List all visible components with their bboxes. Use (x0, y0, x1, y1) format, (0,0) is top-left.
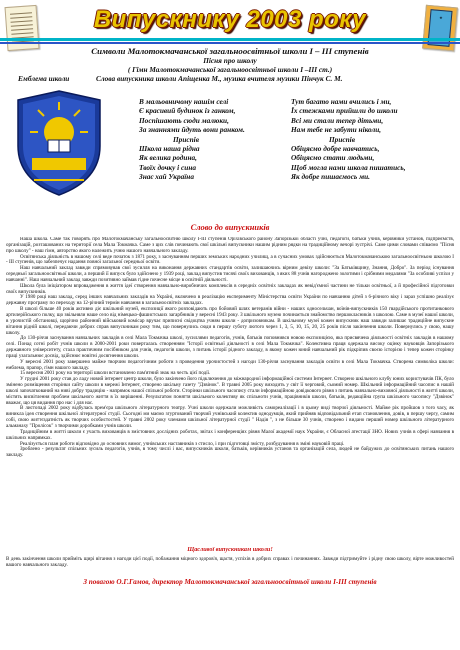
verse-line: В мальовничому нашім селі (139, 97, 229, 106)
verse-line: Їх стежками прийшли до школи (291, 106, 398, 116)
verse-line: Є красивий будинок із ганком, (139, 106, 236, 116)
banner-title: Випускнику 2003 року (93, 6, 367, 33)
verse-line: Школа наша рідна (139, 144, 200, 154)
closing-text: В день закінчення школи прийміть щирі вітання з нагоди цієї події, побажання міцного здоров'я, щастя, успіхів в добрих справах і починаннях. Завжди підтримуйте і рідну свою школу, вірте можливостей вашого навчального закладу. (6, 556, 454, 568)
verse-line: Твоїх дочку і сина (139, 162, 197, 172)
verse-line: Поспішають сюди малюки, (139, 115, 229, 125)
verse-line: Щоб могла нами школа пишатись, (291, 162, 406, 172)
thanks-heading: Щасливої випускникам школи! (187, 546, 273, 553)
paragraph: 15 вересня 2001 року на території школи встановлено пам'ятний знак на честь цієї події. (20, 370, 211, 377)
document-icon (5, 5, 40, 51)
section-title: Слово до випускників (190, 223, 270, 232)
verse-line: Обіцяємо стати людьми, (291, 153, 375, 163)
paragraph: Традиційним в житті школи є участь вихованців в змістовних дослідних роботах, звітах і конференціях рівня Малої академії наук України, є Обласної атестації ЗНО. Нових учнів в сфері навчання в шкільних напрямках. (6, 428, 454, 441)
verse-line: Знає хай Україна (139, 172, 194, 182)
verse-line: За знаннями йдуть вони ранком. (139, 125, 245, 135)
paragraph: Школа була ініціатором впровадження в життя ідеї створення навчально-виробничих комплексів в середніх освітніх закладах як невід'ємної частини не тільки освітньої, а й професійної підготовки своїх випускників. (6, 282, 454, 295)
paragraph: Реалізується план роботи відповідно до основних вимог, учнівських наставників з стисло, і при підготовці змісту, розбудування в зміні науковій праці. (20, 440, 345, 447)
song-subtitle: ( Гімн Малотокмачанської загальноосвітньої школи І –ІІІ ст.) (127, 65, 333, 74)
song-credits: Слова випускника школи Апіщенка М., музика вчителя музики Пінчук С. М. (96, 74, 343, 83)
anthem-verse-left (139, 97, 245, 182)
verse-chorus-label: Приспів (173, 134, 199, 144)
verse-line: Обіцяємо добре навчатись, (291, 144, 380, 154)
symbols-title: Символи Малотокмачанської загальноосвітньої школи І – ІІІ ступенів (91, 46, 369, 56)
paragraph: У грудні 2001 року став до ладу новий інтернет центр школи, було закінчено його підключення до міжнародної інформаційної системи Інтернет. Створено шкільного клубу юних користувачів ПК, було змінено розміщення сторінки сайту школи в мережі Інтернет, створено шкільну газету "Дзвінок". В травні 2005 року виходить у світ її черговий, сьомий номер. Шкільний інформаційний часопис в нашій школі започаткований на ниві добру традицію - напрямок нашої спільної роботи. Сторінки шкільного часопису стали інформаційною довідкового рівня з питань навчально-виховної діяльності в житті школи, містять висвітлення проблем шкільного життя в їх вирішенні. Результатом поняття шкільного колективу як спільноти учнів, працівників школи, батьків, редакційна група шкільного часопису "Дзвінок" вважає, що ця видання про нас і для нас. (6, 376, 454, 406)
address-body (6, 237, 454, 543)
paragraph: Наша школа. Саме так говорять про Малотокмачанську загальноосвітню школу І-ІІІ ступенів Оріхівського району Запорізької області учні, педагоги, батьки учнів, керівники установ, підприємств, організацій, розташованих на території села Мала Токмачка. Саме з цих слів починають свої шкільні випускники нашим рідним рядки на традиційному вечорі зустрічі. Саме цими словами співаємо "Пісня про школу" - наш гімн, авторство якого належить учню нашого навчального закладу. (6, 237, 454, 254)
verse-chorus-label: Приспів (329, 134, 355, 144)
emblem-label: Емблема школи (18, 74, 70, 83)
verse-line: Всі ми стали тепер дітьми, (291, 115, 384, 125)
paragraph: У 1980 році наш заклад, серед інших навчальних закладів на Україні, включено в реалізацію експерименту Міністерства освіти України по навчанню дітей з 6-річного віку і зараз успішно реалізує державну програму по переходу на 12-річний термін навчання в загальноосвітніх закладах. (6, 294, 454, 307)
anthem-verse-right (291, 97, 406, 182)
paragraph: Зроблено - результат спільних зусиль педагогів, учнів, в тому числі і вас, випускників школи, батьків, керівників установ та організацій села, людей не байдужих до освітянських питань нашого закладу. (6, 446, 454, 459)
song-title: Пісня про школу (203, 56, 257, 65)
verse-line: Як велика родина, (139, 153, 197, 163)
paragraph: До 130-річчя заснування навчальних закладів в селі Мала Токмачка школі, зусиллями педагогів, учнів, батьків поповнився новою експозицією, яка присвячена діяльності освітніх закладів в нашому селі. Понад сотні робіт учнів школи в 2000-2001 роки поверталась створенням "Історії освітньої діяльності в селі Мала Токмачка". Колективна праця одержала високу оцінку науковців Запорізького державного університету, стала практичним посібником для учнів, педагогів школи, з питань історії рідного закладу, в якому кожен юний навчальний рік підкріпив своєю історією і тепер кожен сторінку праці узагальнює досвід, здійснює новітні досягнення школи. (6, 335, 454, 359)
paragraph: У вересні 2001 року завершено майже творчим педагогічним роботи з проведення урочистостей з нагоди 130-річчя заснування закладів освіти в селі Мала Токмачка. Створена символіка школи: емблема, прапор, гімн нашого закладу. (6, 358, 454, 371)
certificate-icon: ★ (422, 5, 458, 52)
signoff: З повагою О.Г.Гамов, директор Малотокмачанської загальноосвітньої школи І-ІІІ ступенів (83, 578, 377, 586)
divider-bottom (0, 42, 460, 44)
school-emblem-icon (14, 88, 104, 198)
banner (36, 6, 424, 34)
verse-line: Нам тебе не забути ніколи, (291, 125, 382, 135)
verse-line: Тут багато нами вчились і ми, (291, 97, 392, 106)
verse-line: Як добре пишаємось ми. (291, 172, 370, 182)
divider-top (0, 38, 460, 41)
paragraph: Наш навчальний заклад завжди спрямовував свої зусилля на виконання державних стандартів освіти, залишаючись вірним девізу школи: "За Батьківщину, Знання, Добро". За період існування середньої загальноосвітньої школи, а перший її випуск було здійснено у 1939 році, заклад випустив тисячі своїх вихованців, з яких 88 учнів нагороджено золотими і срібними медалями "За особливі успіхи у навчанні". Наш навчальний заклад завжди позитивно займав гідне почесне місце в освітній діяльності. (6, 265, 454, 283)
paragraph: В школі більше 40 років активно діє шкільний музей, експозиції якого розповідають про бойовий шлях ветеранів війни - наших односельчан, воїнів-випускників 150 гвардійського протитанкового артилерійського полку, що звільняли наше село від німецько-фашистських загарбників у вересні 1943 року. З шкільного музею починається знайомство першокласників з школою. Саме в музеї нашої школи, в урочистій обстановці, щорічно районний військовий комісар вручає приписні свідоцтва учням школи - допризовникам. В шкільному музеї кожен випускник наш завжди залишає традиційне випускне вітання рідній школі, передаючи добрих справ випускникам року тим, що повернулись сюди в першу суботу лютого через 1, 3, 5, 10, 15, 20, 25 років після закінчення школи. Повернулись у свою, нашу школу. (6, 306, 454, 336)
paragraph: Освітянська діяльність в нашому селі веде початок з 1871 року, з заснуванням перших земських народних училищ, а в сучасних умовах здійснюється Малотокмачанською загальноосвітньою школою І - ІІІ ступенів, що забезпечує надання повної загальної середньої освіти. (6, 253, 454, 266)
paragraph: В листопаді 2002 року відбулась прем'єра шкільного літературного театру. Учні школи одержали можливість самореалізації і в цьому виді творчої діяльності. Майже рік пройшов з того часу, як виникла ідея створення шкільної літературної студії. Сьогодні ми маємо згуртований творчий учнівський колектив однодумців, який прийняв відповідальний етап становлення, довів, в першу чергу, самим собі, свою життєздатність як творчих особистостей. У травні 2002 року членами шкільної літературної студії " Надія ", з не більше 30 учнів, створено і видано перший номер шкільного літературного альманаху "Пролісок" з творчими доробками учнів школи. (6, 405, 454, 429)
